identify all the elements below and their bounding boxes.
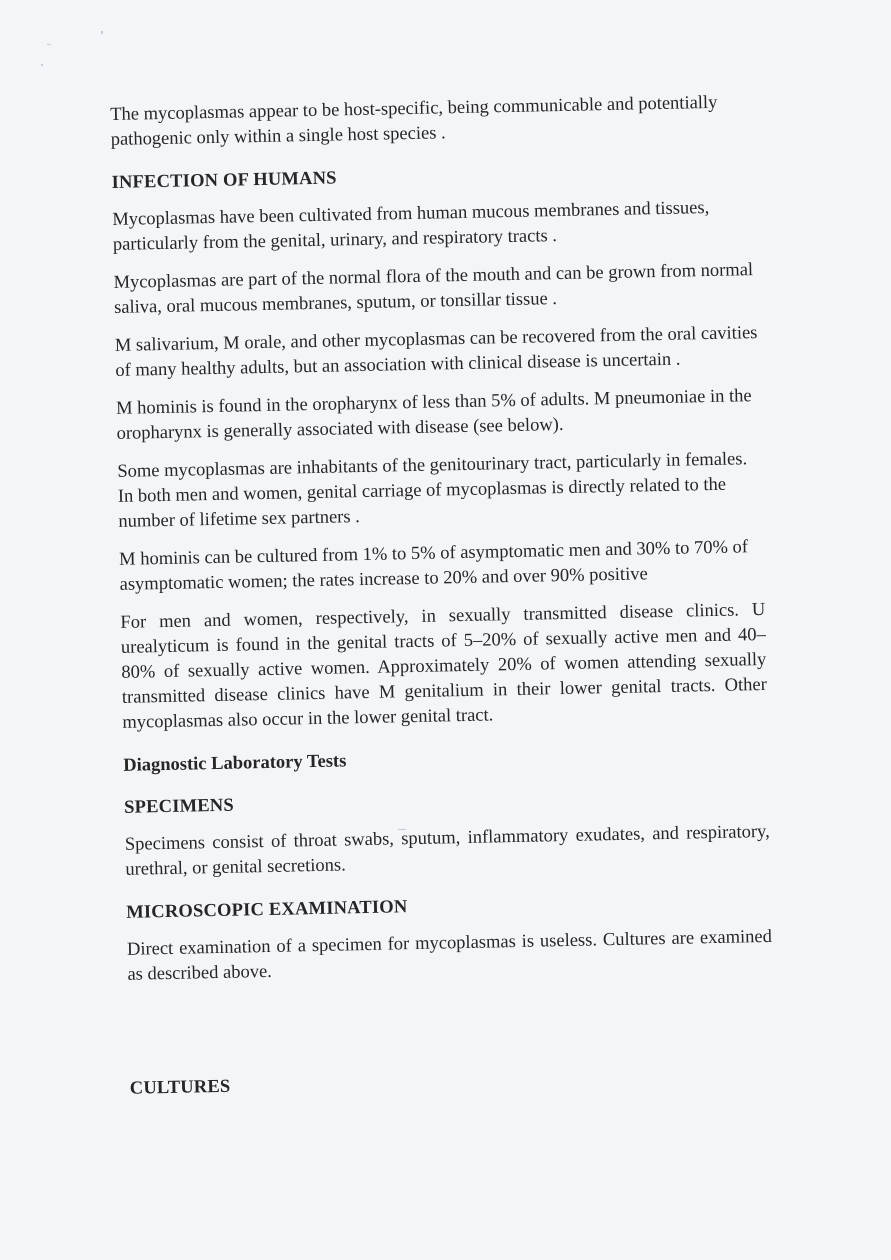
paragraph: The mycoplasmas appear to be host-specific, being communicable and potentially pathogenic only within a single host species . [110, 92, 718, 150]
section-heading-infection-of-humans: INFECTION OF HUMANS [111, 168, 337, 193]
section-heading-microscopic-examination: MICROSCOPIC EXAMINATION [126, 897, 408, 923]
paragraph: Mycoplasmas are part of the normal flora of the mouth and can be grown from normal saliva, oral mucous membranes, sputum, or tonsillar tissue . [113, 260, 754, 318]
section-heading-specimens: SPECIMENS [123, 795, 235, 818]
paragraph: Mycoplasmas have been cultivated from human mucous membranes and tissues, particularly from the genital, urinary, and respiratory tracts . [112, 197, 710, 255]
paragraph: M salivarium, M orale, and other mycoplasmas can be recovered from the oral cavities of many healthy adults, but an association with clinical disease is uncertain . [114, 323, 758, 381]
spacer [128, 988, 774, 1059]
paragraph: M hominis can be cultured from 1% to 5% of asymptomatic men and 30% to 70% of asymptomatic women; the rates increase to 20% and over 90% positive [118, 537, 749, 595]
document-body [110, 90, 775, 1114]
paragraph: Specimens consist of throat swabs, sputum, inflammatory exudates, and respiratory, urethral, or genital secretions. [124, 821, 770, 880]
paragraph: M hominis is found in the oropharynx of less than 5% of adults. M pneumoniae in the oropharynx is generally associated with disease (see below). [115, 386, 752, 444]
scan-speck [47, 44, 51, 45]
scan-speck [101, 31, 103, 34]
section-heading-diagnostic-laboratory-tests: Diagnostic Laboratory Tests [123, 751, 347, 776]
section-heading-cultures: CULTURES [129, 1076, 231, 1099]
paragraph: Some mycoplasmas are inhabitants of the genitourinary tract, particularly in females. In both men and women, genital carriage of mycoplasmas is directly related to the number of lifetime sex partners . [117, 449, 748, 532]
paragraph: Direct examination of a specimen for mycoplasmas is useless. Cultures are examined as described above. [126, 926, 773, 985]
paragraph: For men and women, respectively, in sexually transmitted disease clinics. U urealyticum is found in the genital tracts of 5–20% of sexually active men and 40–80% of sexually active women. Approximately 20% of women attending sexually transmitted disease clinics have M genitalium in their lower genital tracts. Other mycoplasmas also occur in the lower genital tract. [120, 599, 768, 733]
scan-speck [41, 64, 43, 66]
